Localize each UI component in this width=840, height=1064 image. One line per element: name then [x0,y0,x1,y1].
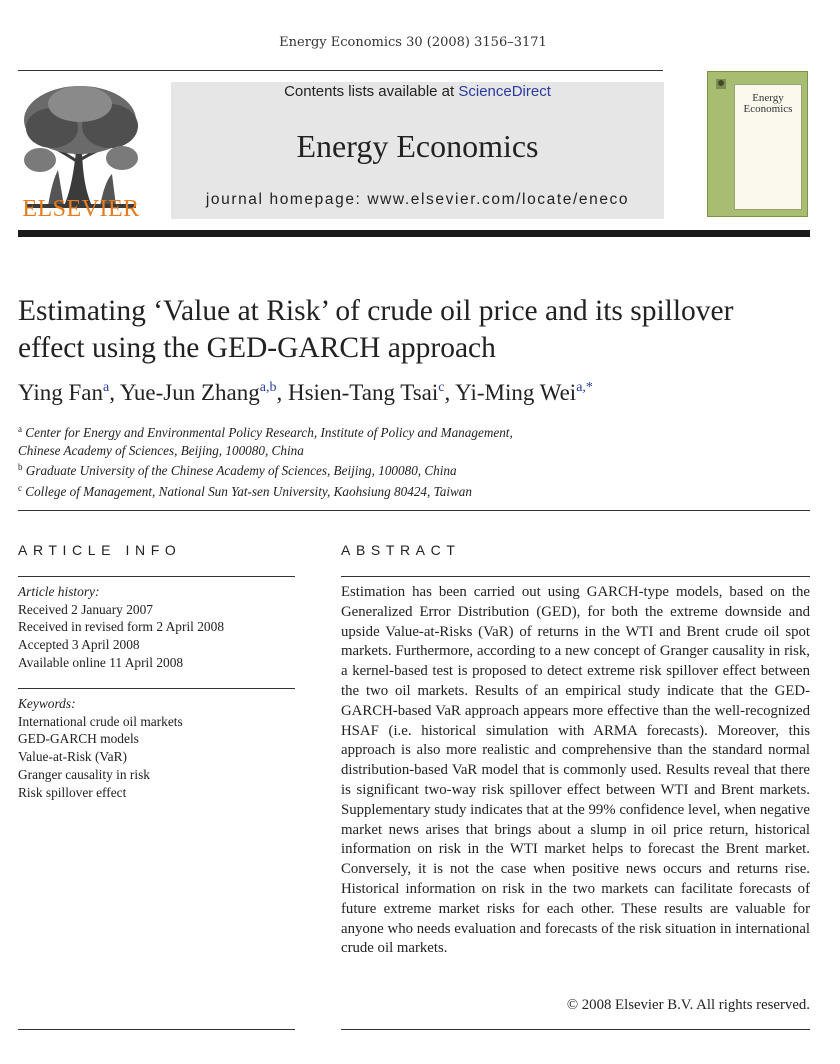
cover-title-line1: Energy [752,92,784,104]
abstract-text: Estimation has been carried out using GARCH-type models, based on the Generalized Error Distribution (GED), for both the extreme downside and upside Value-at-Risks (VaR) of returns in the WTI and Brent crude oil spot markets. Furthermore, according to a new concept of Granger causality in risk, a kernel-based test is proposed to detect extreme risk spillover effect between the two oil markets. Results of an empirical study indicate that the GED-GARCH-based VaR approach appears more effective than the well-recognized HSAF (i.e. historical simulation with ARMA forecasts). Moreover, this approach is also more realistic and comprehensive than the standard normal distribution-based VaR model that is commonly used. Results reveal that there is significant two-way risk spillover effect between WTI and Brent markets. Supplementary study indicates that at the 99% confidence level, when negative market news arises that brings about a slump in oil price return, historical information on risk in the WTI market helps to forecast the Brent market. Conversely, it is not the case when positive news occurs and returns rise. Historical information on risk in the two markets can facilitate forecasts of future extreme market risks for each other. These results are valuable for anyone who needs evaluation and forecasts of the risk situation in international crude oil markets. [341,584,810,957]
keywords [18,695,295,801]
paper-title-line2: effect using the GED-GARCH approach [18,332,496,364]
journal-reference: Energy Economics 30 (2008) 3156–3171 [279,35,547,50]
affiliations [18,421,818,501]
author-name: Hsien-Tang Tsai [287,380,439,405]
contents-prefix: Contents lists available at [284,83,455,100]
abstract-heading: ABSTRACT [341,542,461,558]
history-item: Available online 11 April 2008 [18,654,184,670]
keyword-item: Granger causality in risk [18,766,151,782]
journal-cover [707,71,808,217]
affiliation-c [18,480,818,501]
history-item: Received in revised form 2 April 2008 [18,619,225,635]
affiliation-mark: a [18,424,22,434]
article-info-rule [18,576,295,577]
author-affiliation-mark[interactable]: a,* [576,380,593,395]
keyword-item: GED-GARCH models [18,731,139,747]
bottom-rule-left [18,1029,295,1030]
author-name: Ying Fan [18,380,103,405]
copyright-notice: © 2008 Elsevier B.V. All rights reserved. [566,997,810,1013]
contents-line [171,83,664,100]
journal-homepage[interactable]: journal homepage: www.elsevier.com/locate/eneco [205,191,630,208]
author-name: Yue-Jun Zhang [119,380,260,405]
history-item: Accepted 3 April 2008 [18,637,140,653]
bottom-rule-right [341,1029,810,1030]
article-history [18,583,295,672]
keyword-item: Risk spillover effect [18,784,127,800]
sciencedirect-link[interactable]: ScienceDirect [458,83,551,100]
author-list: Ying Fan$^a$, Yue-Jun Zhang$^{a,b}$, Hsien-Tang Tsai$^c$, Yi-Ming Wei$^{a,*}$ [18,380,593,405]
keyword-item: Value-at-Risk (VaR) [18,749,127,765]
affiliation-mark: b [18,462,23,473]
author-affiliation-mark[interactable]: a,b [259,380,277,395]
keywords-label: Keywords: [18,696,76,711]
affiliation-text: Center for Energy and Environmental Policy Research, Institute of Policy and Management, [25,425,513,440]
abstract-rule [341,576,810,577]
section-divider [18,510,810,511]
publisher-wordmark: ELSEVIER [22,196,140,222]
affiliation-text: College of Management, National Sun Yat-sen University, Kaohsiung 80424, Taiwan [25,484,472,500]
cover-panel [734,84,802,210]
header-thick-rule [18,230,810,237]
journal-title: Energy Economics [296,128,539,164]
author-affiliation-mark[interactable]: c [438,380,445,395]
author-name: Yi-Ming Wei [455,380,577,405]
affiliation-mark: c [18,483,22,494]
cover-tree-icon [716,79,726,89]
keywords-rule [18,688,295,689]
history-item: Received 2 January 2007 [18,601,153,617]
history-label: Article history: [18,584,100,599]
affiliation-text: Graduate University of the Chinese Academy of Sciences, Beijing, 100080, China [25,463,457,479]
article-info-heading: ARTICLE INFO [18,542,182,558]
cover-title-line2: Economics [743,103,793,115]
author-affiliation-mark[interactable]: a [102,380,110,395]
affiliation-a [18,421,818,442]
paper-title-line1: Estimating ‘Value at Risk’ of crude oil price and its spillover [18,295,734,327]
paper-title [18,293,818,367]
affiliation-b [18,459,818,480]
affiliation-a-cont: Chinese Academy of Sciences, Beijing, 100080, China [18,442,304,458]
cover-title [735,93,801,115]
keyword-item: International crude oil markets [18,713,183,729]
top-rule [18,70,663,71]
